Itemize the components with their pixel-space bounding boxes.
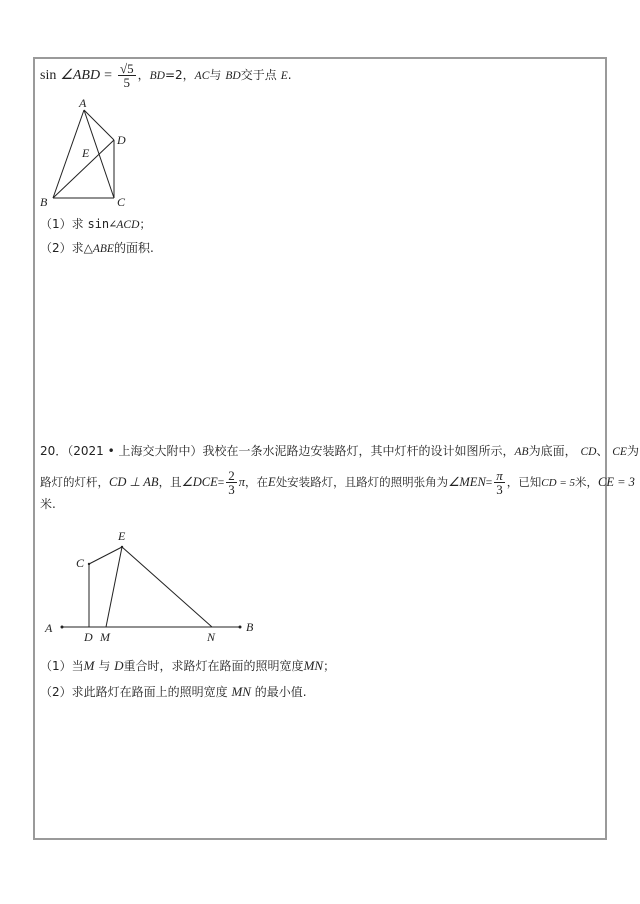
part2-suffix: 的面积. (113, 241, 154, 255)
fraction-denominator: 3 (496, 482, 503, 497)
ab-label: AB (514, 446, 529, 458)
label-d: D (117, 133, 126, 147)
e-label: E (280, 70, 288, 82)
mn-label: MN (303, 658, 324, 673)
segment-em (106, 547, 122, 627)
fraction-numerator: π (496, 468, 503, 483)
label-n: N (207, 630, 216, 644)
label-c: C (117, 195, 126, 208)
text: 与 (98, 659, 111, 673)
q19-part2 (40, 240, 154, 257)
equals: = (485, 477, 493, 489)
label-e: E (118, 529, 126, 543)
text: （1）当 (40, 659, 84, 673)
q20-line3: 米. (40, 497, 56, 511)
ac-label: AC (194, 70, 210, 82)
label-d: D (84, 630, 93, 644)
part2-prefix: （2）求△ (40, 241, 93, 255)
angle-dce: ∠DCE (181, 475, 218, 489)
mn-label: MN (231, 684, 251, 699)
text: 的最小值. (254, 685, 307, 699)
text: 路灯的灯杆， (40, 475, 109, 489)
q20-prefix: 20．（2021 • 上海交大附中）我校在一条水泥路边安装路灯，其中灯杆的设计如图所示， (40, 444, 515, 458)
label-m: M (100, 630, 110, 644)
text: ，且 (158, 475, 182, 489)
fraction-pi-over-3 (494, 469, 505, 496)
d-label: D (114, 658, 124, 673)
q19-quadrilateral-figure (35, 98, 135, 208)
bd-label: BD (149, 70, 165, 82)
q20-part1 (40, 658, 335, 674)
acd-label: ACD (116, 219, 140, 231)
q20-part2 (40, 684, 307, 700)
q20-streetlight-figure (40, 525, 270, 645)
text: 为 (626, 444, 639, 458)
label-a: A (45, 621, 53, 635)
segment-ad (84, 110, 114, 140)
text: 处安装路灯，且路灯的照明张角为 (275, 475, 449, 489)
cd-perp-ab: CD ⊥ AB (109, 475, 159, 489)
separator: ， (137, 68, 150, 82)
q20-intro-line (40, 443, 639, 460)
sin-label: sin (40, 68, 57, 83)
text: 为底面， (528, 444, 577, 458)
text: （2）求此路灯在路面上的照明宽度 (40, 685, 228, 699)
fraction-2-over-3 (226, 469, 237, 496)
ce-value: CE = 3 (598, 475, 635, 489)
semicolon: ； (323, 659, 336, 673)
segment-ce (89, 547, 122, 564)
text: ，在 (245, 475, 269, 489)
angle-abd: ∠ABD (60, 68, 101, 83)
q19-part1 (40, 216, 151, 233)
equals: = (217, 477, 225, 489)
q19-condition-line (40, 62, 292, 89)
segment-en (122, 547, 212, 627)
segment-ab (53, 110, 84, 198)
cd-value: CD = 5 (541, 477, 576, 489)
label-b: B (246, 620, 254, 634)
label-a: A (79, 98, 87, 110)
point-a (61, 626, 64, 629)
ce-label: CE (612, 446, 627, 458)
pi-symbol: π (238, 475, 246, 489)
period: . (287, 68, 292, 82)
text: 、 (596, 444, 609, 458)
fraction-numerator: √5 (119, 61, 134, 76)
semicolon: ； (139, 217, 152, 231)
point-b (239, 626, 242, 629)
equals: = (104, 68, 112, 83)
angle-men: ∠MEN (448, 475, 486, 489)
fraction-denominator: 5 (123, 75, 131, 90)
abe-label: ABE (92, 243, 114, 255)
intersect-text: 交于点 (240, 68, 277, 82)
sin-angle: sin∠ (87, 217, 117, 231)
fraction-denominator: 3 (228, 482, 235, 497)
bd-value: =2， (164, 68, 195, 82)
cd-label: CD (580, 446, 597, 458)
bd-label-2: BD (225, 70, 241, 82)
text: ，已知 (506, 475, 542, 489)
point-e (121, 546, 123, 548)
fraction-sqrt5-over-5 (118, 62, 136, 89)
label-e: E (82, 146, 90, 160)
label-b: B (40, 195, 48, 208)
fraction-numerator: 2 (228, 468, 235, 483)
part1-prefix: （1）求 (40, 217, 84, 231)
e-label: E (268, 475, 276, 489)
conj-text: 与 (209, 68, 222, 82)
label-c: C (76, 556, 85, 570)
text: 米， (575, 475, 599, 489)
m-label: M (83, 658, 95, 673)
text: 重合时，求路灯在路面的照明宽度 (123, 659, 304, 673)
point-c (88, 563, 90, 565)
q20-condition-line (40, 469, 635, 496)
